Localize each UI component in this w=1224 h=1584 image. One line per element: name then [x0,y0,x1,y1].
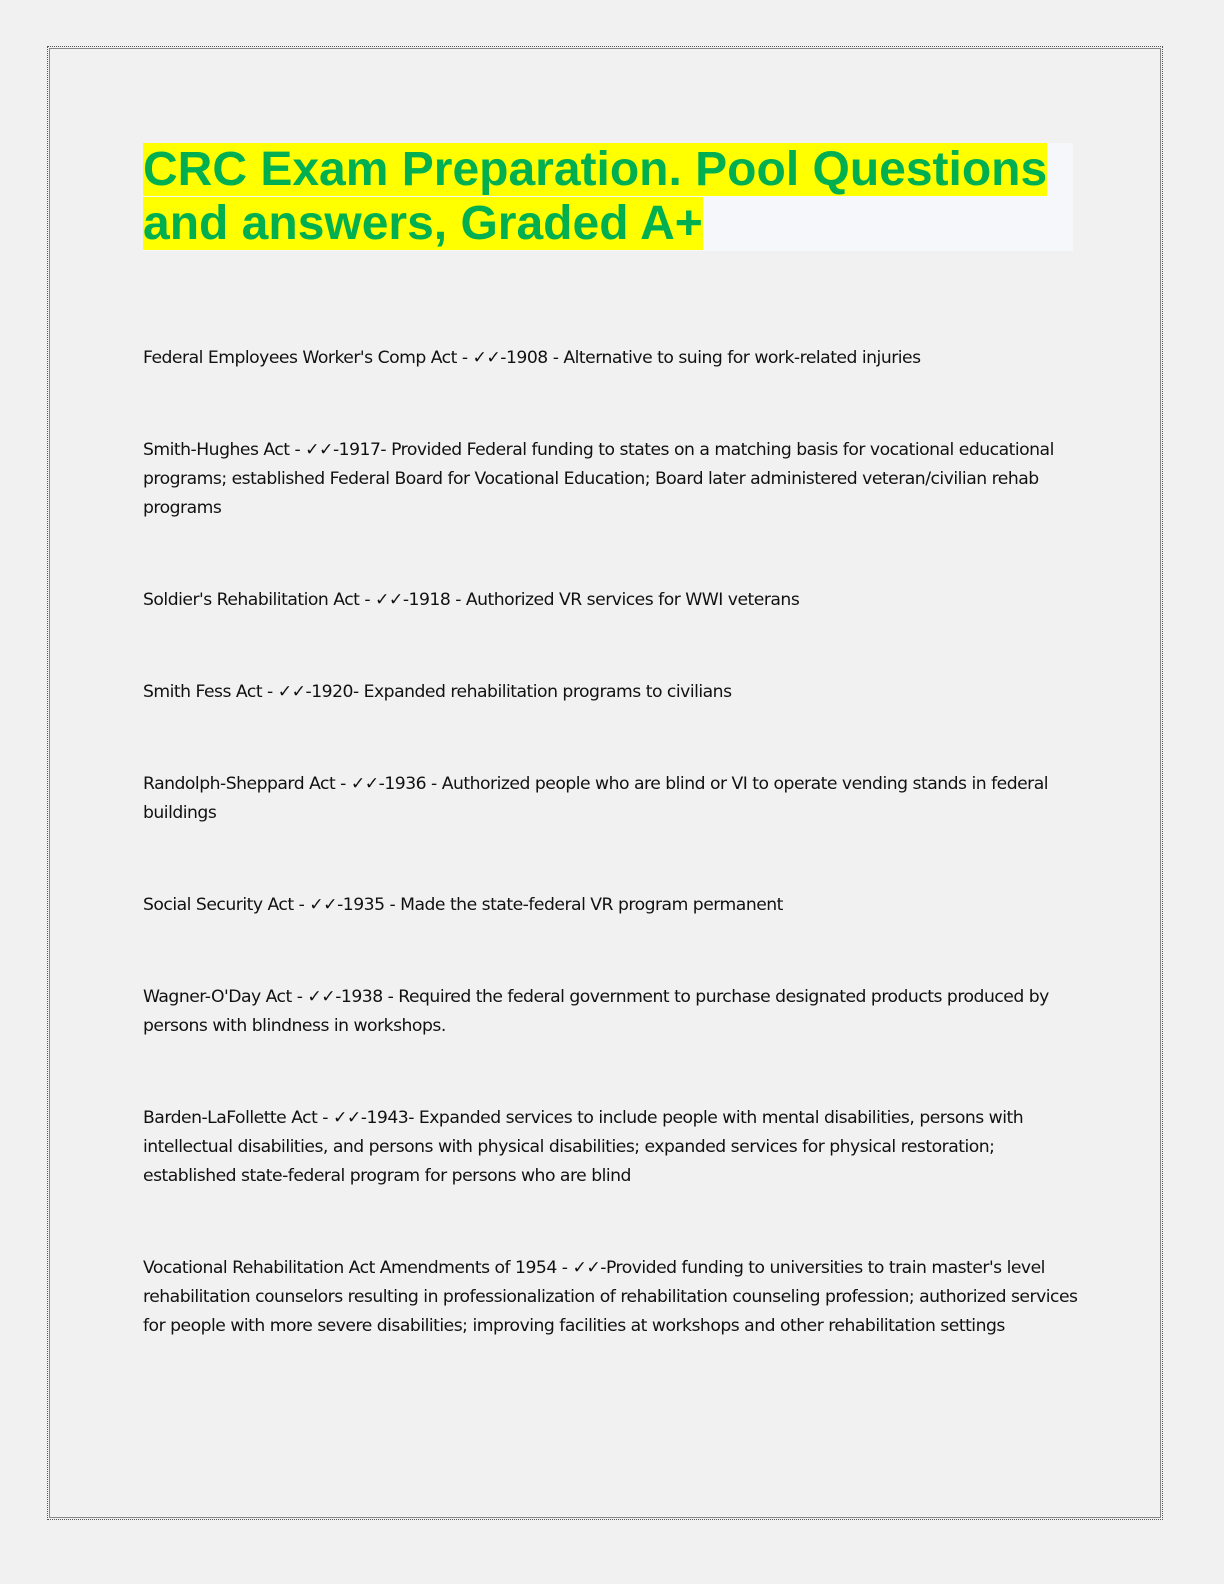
entry-definition: -1920- Expanded rehabilitation programs to civilians [305,682,732,702]
entry-item [143,1104,1078,1191]
entry-definition: -1935 - Made the state-federal VR program permanent [337,895,783,915]
entry-item [143,436,1078,523]
entry-item [143,1254,1078,1341]
entry-item [143,770,1078,828]
entry-item [143,678,1078,707]
entries-list [143,344,1078,1341]
checkmark-icon: ✓✓ [307,987,336,1007]
entry-item [143,891,1078,920]
entry-term: Soldier's Rehabilitation Act - [143,590,376,610]
entry-definition: -Provided funding to universities to train master's level rehabilitation counselors resulting in professionalization of rehabilitation counseling profession; authorized services for people with more severe disabilities; improving facilities at workshops and other rehabilitation settings [143,1258,1078,1336]
entry-term: Smith-Hughes Act - [143,440,306,460]
entry-term: Vocational Rehabilitation Act Amendments of 1954 - [143,1258,573,1278]
entry-term: Federal Employees Worker's Comp Act - [143,348,473,368]
document-title [143,143,1073,251]
entry-definition: -1938 - Required the federal government to purchase designated products produced by persons with blindness in workshops. [143,987,1049,1036]
entry-item [143,586,1078,615]
checkmark-icon: ✓✓ [350,774,379,794]
checkmark-icon: ✓✓ [472,348,501,368]
entry-definition: -1936 - Authorized people who are blind or VI to operate vending stands in federal buildings [143,774,1049,823]
checkmark-icon: ✓✓ [305,440,333,460]
entry-term: Barden-LaFollette Act - [143,1108,333,1128]
entry-term: Wagner-O'Day Act - [143,987,308,1007]
entry-item [143,983,1078,1041]
checkmark-icon: ✓✓ [277,682,306,702]
entry-term: Social Security Act - [143,895,310,915]
checkmark-icon: ✓✓ [309,895,338,915]
title-line-2: and answers, Graded A+ [143,197,703,250]
checkmark-icon: ✓✓ [332,1108,361,1128]
entry-definition: -1917- Provided Federal funding to states on a matching basis for vocational educational programs; established Federal Board for Vocational Education; Board later administered veteran/civilian rehab programs [143,440,1054,518]
entry-definition: -1943- Expanded services to include people with mental disabilities, persons with intellectual disabilities, and persons with physical disabilities; expanded services for physical restoration; established state-federal program for persons who are blind [143,1108,1024,1186]
entry-item [143,344,1078,373]
entry-definition: -1918 - Authorized VR services for WWI veterans [402,590,800,610]
entry-term: Smith Fess Act - [143,682,278,702]
entry-term: Randolph-Sheppard Act - [143,774,351,794]
entry-definition: -1908 - Alternative to suing for work-related injuries [500,348,921,368]
checkmark-icon: ✓✓ [375,590,403,610]
title-block [143,143,1073,251]
checkmark-icon: ✓✓ [572,1258,601,1278]
title-line-1: CRC Exam Preparation. Pool Questions [143,143,1048,196]
